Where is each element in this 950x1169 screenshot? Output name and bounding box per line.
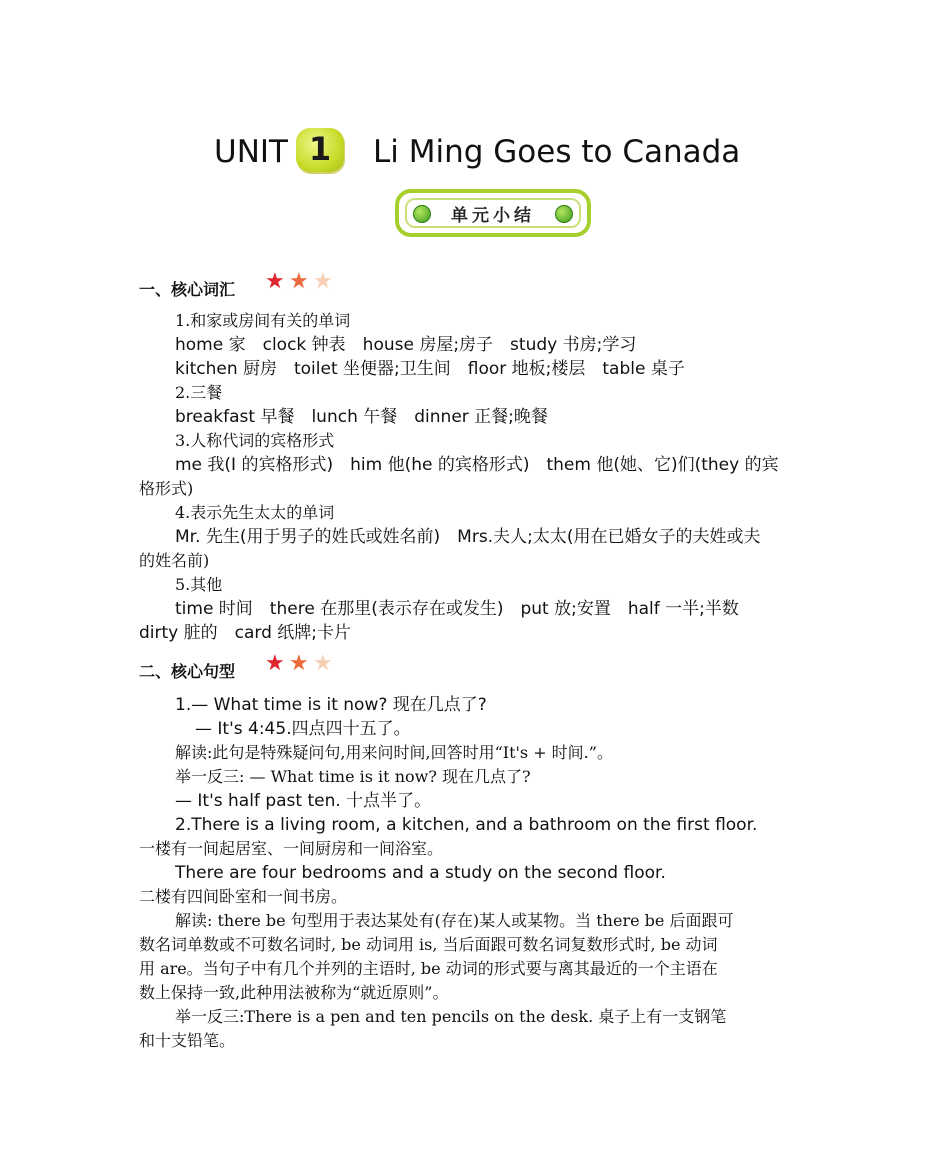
star-icon: ★ [313, 269, 333, 294]
translation-line: 一楼有一间起居室、一间厨房和一间浴室。 [139, 839, 444, 858]
vocab-line: home 家 clock 钟表 house 房屋;房子 study 书房;学习 [175, 335, 637, 355]
section-heading-vocab: 一、核心词汇 [139, 280, 236, 299]
unit-label: UNIT [214, 134, 288, 170]
explanation-line: 用 are。当句子中有几个并列的主语时, be 动词的形式要与离其最近的一个主语在 [139, 959, 718, 978]
example-line: 举一反三: — What time is it now? 现在几点了? [175, 767, 531, 786]
vocab-group-heading: 3.人称代词的宾格形式 [175, 431, 335, 450]
translation-line: 二楼有四间卧室和一间书房。 [139, 887, 348, 906]
star-icon: ★ [265, 651, 285, 676]
vocab-line: 格形式) [139, 479, 194, 498]
example-line: 举一反三:There is a pen and ten pencils on the desk. 桌子上有一支钢笔 [175, 1007, 727, 1026]
sentence-line: There are four bedrooms and a study on the second floor. [175, 863, 666, 883]
unit-name: Li Ming Goes to Canada [373, 134, 741, 170]
vocab-line: 的姓名前) [139, 551, 210, 570]
vocab-group-heading: 1.和家或房间有关的单词 [175, 311, 351, 330]
vocab-group-heading: 4.表示先生太太的单词 [175, 503, 335, 522]
vocab-line: me 我(I 的宾格形式) him 他(he 的宾格形式) them 他(她、它)们(they 的宾 [175, 455, 779, 475]
summary-banner [395, 189, 591, 237]
explanation-line: 解读: there be 句型用于表达某处有(存在)某人或某物。当 there be 后面跟可 [175, 911, 734, 930]
vocab-line: kitchen 厨房 toilet 坐便器;卫生间 floor 地板;楼层 table 桌子 [175, 359, 685, 379]
unit-title [0, 128, 950, 178]
unit-number-badge [296, 128, 344, 172]
vocab-group-heading: 2.三餐 [175, 383, 223, 402]
explanation-line: 解读:此句是特殊疑问句,用来问时间,回答时用“It's + 时间.”。 [175, 743, 613, 762]
sentence-line: — It's 4:45.四点四十五了。 [195, 719, 411, 739]
vocab-line: dirty 脏的 card 纸牌;卡片 [139, 623, 352, 643]
explanation-line: 数名词单数或不可数名词时, be 动词用 is, 当后面跟可数名词复数形式时, be 动词 [139, 935, 718, 954]
vocab-line: time 时间 there 在那里(表示存在或发生) put 放;安置 half 一半;半数 [175, 599, 739, 619]
section-heading-sentences: 二、核心句型 [139, 662, 236, 681]
example-line: — It's half past ten. 十点半了。 [175, 791, 432, 811]
star-icon: ★ [289, 269, 309, 294]
vocab-group-heading: 5.其他 [175, 575, 223, 594]
banner-text: 单元小结 [451, 206, 535, 226]
example-line: 和十支铅笔。 [139, 1031, 236, 1050]
sentence-line: 2.There is a living room, a kitchen, and a bathroom on the first floor. [175, 815, 758, 835]
star-icon: ★ [265, 269, 285, 294]
sentence-line: 1.— What time is it now? 现在几点了? [175, 695, 487, 715]
star-icon: ★ [313, 651, 333, 676]
vocab-line: Mr. 先生(用于男子的姓氏或姓名前) Mrs.夫人;太太(用在已婚女子的夫姓或夫 [175, 527, 761, 547]
unit-number: 1 [308, 130, 332, 168]
star-icon: ★ [289, 651, 309, 676]
explanation-line: 数上保持一致,此种用法被称为“就近原则”。 [139, 983, 449, 1002]
vocab-line: breakfast 早餐 lunch 午餐 dinner 正餐;晚餐 [175, 407, 548, 427]
rating-stars [265, 653, 345, 675]
rating-stars [265, 271, 345, 293]
